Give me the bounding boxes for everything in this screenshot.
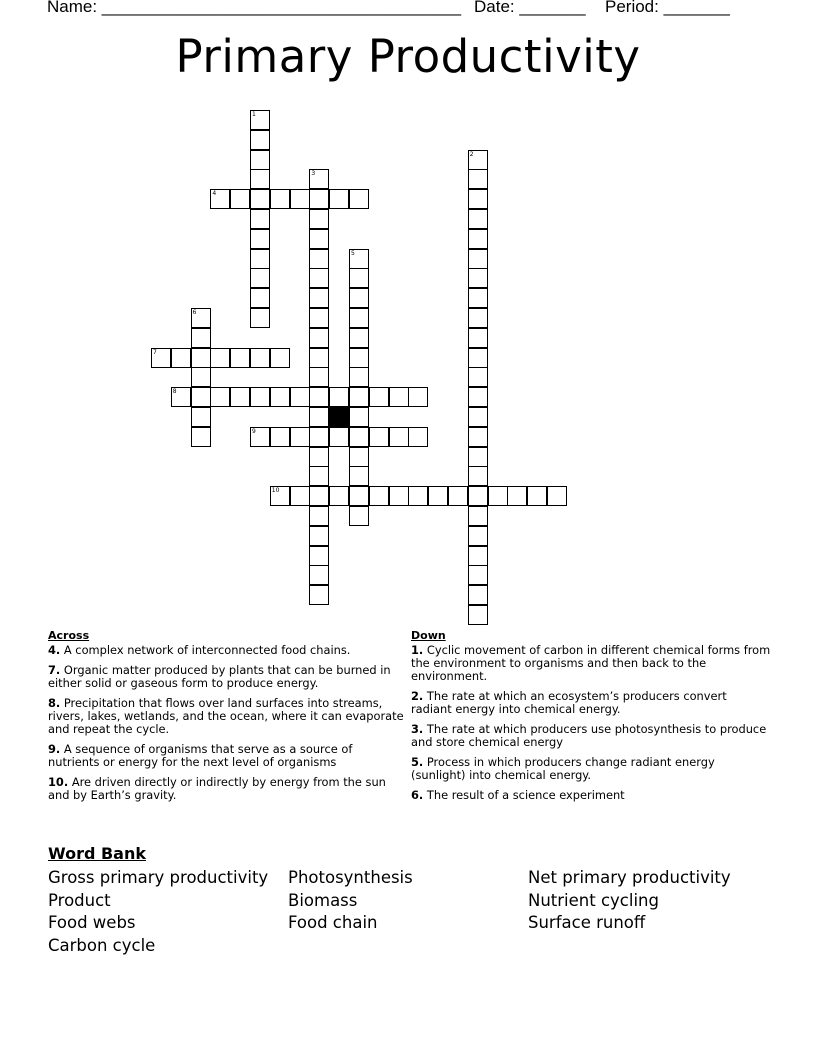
crossword-cell[interactable] [270, 348, 290, 368]
clue-number: 9. [48, 742, 61, 756]
crossword-cell[interactable] [329, 387, 349, 407]
crossword-cell[interactable] [191, 427, 211, 447]
word-bank-item: Photosynthesis [288, 868, 413, 887]
crossword-cell[interactable] [309, 288, 329, 308]
crossword-cell[interactable] [309, 249, 329, 269]
clue-number: 5. [411, 755, 424, 769]
crossword-cell[interactable] [349, 447, 369, 467]
clue-text: Precipitation that flows over land surfaces into streams, rivers, lakes, wetlands, and the ocean, where it can evaporate and repeat the cycle. [48, 696, 404, 736]
crossword-cell[interactable] [369, 427, 389, 447]
cell-number: 4 [212, 190, 217, 198]
crossword-cell[interactable] [349, 387, 369, 407]
crossword-cell[interactable] [309, 427, 329, 447]
clue-text: A complex network of interconnected food chains. [63, 643, 351, 657]
cell-number: 3 [311, 170, 316, 178]
crossword-cell[interactable] [349, 367, 369, 387]
crossword-cell[interactable] [191, 308, 211, 328]
crossword-cell[interactable] [309, 565, 329, 585]
crossword-cell[interactable] [230, 387, 250, 407]
crossword-cell[interactable] [309, 229, 329, 249]
crossword-cell[interactable] [468, 605, 488, 625]
word-bank-item: Food chain [288, 913, 378, 933]
cell-number: 8 [172, 388, 177, 396]
crossword-cell[interactable] [389, 387, 409, 407]
crossword-cell[interactable] [468, 427, 488, 447]
crossword-cell[interactable] [270, 427, 290, 447]
crossword-cell[interactable] [408, 486, 428, 506]
crossword-cell[interactable] [250, 387, 270, 407]
word-bank-item: Surface runoff [528, 913, 646, 933]
crossword-cell[interactable] [468, 189, 488, 209]
cell-number: 7 [153, 348, 157, 356]
crossword-cell[interactable] [250, 268, 270, 288]
crossword-cell[interactable] [309, 486, 329, 506]
crossword-cell[interactable] [349, 268, 369, 288]
cell-number: 1 [252, 111, 256, 118]
crossword-cell[interactable] [270, 486, 290, 506]
crossword-cell[interactable] [468, 308, 488, 328]
crossword-cell[interactable] [349, 407, 369, 427]
clue-down-5 [411, 756, 771, 782]
clue-text: Organic matter produced by plants that can be burned in either solid or gaseous form to produce energy. [48, 663, 391, 690]
crossword-cell[interactable] [309, 407, 329, 427]
crossword-cell[interactable] [250, 229, 270, 249]
clue-number: 3. [411, 722, 424, 736]
clue-number: 8. [48, 696, 61, 710]
crossword-cell[interactable] [349, 506, 369, 526]
crossword-cell[interactable] [468, 328, 488, 348]
crossword-cell[interactable] [349, 249, 369, 269]
crossword-cell[interactable] [468, 407, 488, 427]
crossword-cell[interactable] [250, 288, 270, 308]
crossword-cell[interactable] [468, 466, 488, 486]
crossword-cell[interactable] [250, 348, 270, 368]
crossword-cell[interactable] [270, 189, 290, 209]
crossword-cell[interactable] [349, 486, 369, 506]
crossword-cell[interactable] [349, 288, 369, 308]
crossword-cell[interactable] [349, 308, 369, 328]
clue-text: The result of a science experiment [426, 788, 625, 802]
date-field[interactable]: Date: _______ [474, 0, 586, 16]
crossword-cell[interactable] [250, 308, 270, 328]
crossword-cell[interactable] [309, 466, 329, 486]
clue-down-1 [411, 644, 771, 683]
crossword-cell[interactable] [250, 130, 270, 150]
crossword-cell[interactable] [408, 387, 428, 407]
crossword-cell[interactable] [468, 387, 488, 407]
word-bank-title: Word Bank [48, 844, 147, 863]
crossword-cell[interactable] [309, 189, 329, 209]
crossword-cell[interactable] [230, 189, 250, 209]
crossword-cell[interactable] [309, 447, 329, 467]
crossword-cell[interactable] [230, 348, 250, 368]
clue-across-9 [48, 743, 406, 769]
crossword-cell[interactable] [369, 486, 389, 506]
word-bank-item: Nutrient cycling [528, 890, 659, 910]
crossword-cell[interactable] [290, 486, 310, 506]
crossword-cell[interactable] [191, 348, 211, 368]
clue-text: The rate at which producers use photosynthesis to produce and store chemical energy [411, 722, 767, 749]
across-clues [48, 629, 406, 809]
clue-text: A sequence of organisms that serve as a source of nutrients or energy for the next level of organisms [48, 742, 353, 769]
crossword-cell[interactable] [468, 546, 488, 566]
crossword-cell[interactable] [250, 249, 270, 269]
crossword-cell[interactable] [210, 387, 230, 407]
clue-number: 1. [411, 643, 424, 657]
clue-text: Are driven directly or indirectly by energy from the sun and by Earth’s gravity. [48, 775, 386, 802]
crossword-cell[interactable] [309, 506, 329, 526]
clue-across-4 [48, 644, 406, 657]
crossword-cell[interactable] [191, 367, 211, 387]
clue-across-7 [48, 664, 406, 690]
crossword-cell[interactable] [507, 486, 527, 506]
crossword-cell[interactable] [527, 486, 547, 506]
crossword-cell[interactable] [191, 407, 211, 427]
clue-number: 4. [48, 643, 61, 657]
crossword-cell[interactable] [468, 169, 488, 189]
crossword-cell[interactable] [309, 546, 329, 566]
crossword-cell[interactable] [290, 189, 310, 209]
crossword-cell[interactable] [349, 348, 369, 368]
crossword-cell[interactable] [309, 367, 329, 387]
clue-down-2 [411, 690, 771, 716]
period-field[interactable]: Period: _______ [605, 0, 730, 16]
crossword-cell[interactable] [369, 387, 389, 407]
crossword-cell[interactable] [290, 427, 310, 447]
crossword-cell[interactable] [488, 486, 508, 506]
black-square [329, 407, 349, 427]
crossword-cell[interactable] [468, 209, 488, 229]
crossword-cell[interactable] [448, 486, 468, 506]
word-bank-column-3 [528, 867, 731, 935]
page-title: Primary Productivity [175, 30, 641, 83]
crossword-cell[interactable] [309, 268, 329, 288]
clue-text: Process in which producers change radiant energy (sunlight) into chemical energy. [411, 755, 715, 782]
clue-text: The rate at which an ecosystem’s producers convert radiant energy into chemical energy. [411, 689, 727, 716]
clue-across-8 [48, 697, 406, 736]
crossword-cell[interactable] [309, 526, 329, 546]
crossword-cell[interactable] [171, 348, 191, 368]
crossword-cell[interactable] [309, 328, 329, 348]
crossword-cell[interactable] [468, 288, 488, 308]
crossword-cell[interactable] [309, 348, 329, 368]
crossword-cell[interactable] [250, 427, 270, 447]
cell-number: 2 [469, 150, 474, 158]
clue-number: 7. [48, 663, 61, 677]
crossword-cell[interactable] [468, 268, 488, 288]
crossword-cell[interactable] [309, 209, 329, 229]
word-bank-item: Biomass [288, 890, 358, 910]
cell-number: 9 [252, 427, 256, 435]
crossword-cell[interactable] [329, 486, 349, 506]
word-bank-column-2 [288, 867, 413, 935]
word-bank-item: Food webs [48, 913, 136, 933]
crossword-cell[interactable] [468, 348, 488, 368]
crossword-cell[interactable] [250, 209, 270, 229]
crossword-cell[interactable] [468, 526, 488, 546]
crossword-cell[interactable] [468, 506, 488, 526]
clue-number: 10. [48, 775, 69, 789]
crossword-cell[interactable] [191, 387, 211, 407]
down-heading: Down [411, 629, 446, 642]
crossword-cell[interactable] [468, 447, 488, 467]
crossword-cell[interactable] [468, 249, 488, 269]
clue-down-6 [411, 789, 771, 802]
crossword-cell[interactable] [270, 387, 290, 407]
crossword-cell[interactable] [210, 189, 230, 209]
across-heading: Across [48, 629, 90, 642]
crossword-cell[interactable] [309, 308, 329, 328]
crossword-cell[interactable] [547, 486, 567, 506]
crossword-cell[interactable] [250, 169, 270, 189]
clue-number: 6. [411, 788, 424, 802]
name-field[interactable]: Name: ______________________________________ [47, 0, 462, 16]
crossword-cell[interactable] [309, 585, 329, 605]
crossword-cell[interactable] [468, 585, 488, 605]
crossword-cell[interactable] [191, 328, 211, 348]
clue-text: Cyclic movement of carbon in different chemical forms from the environment to organisms and then back to the environment. [411, 643, 771, 683]
crossword-cell[interactable] [309, 387, 329, 407]
crossword-cell[interactable] [428, 486, 448, 506]
crossword-cell[interactable] [290, 387, 310, 407]
crossword-cell[interactable] [468, 565, 488, 585]
crossword-cell[interactable] [250, 110, 270, 130]
crossword-cell[interactable] [151, 348, 171, 368]
crossword-cell[interactable] [171, 387, 191, 407]
crossword-cell[interactable] [329, 189, 349, 209]
crossword-cell[interactable] [349, 427, 369, 447]
crossword-cell[interactable] [329, 427, 349, 447]
crossword-cell[interactable] [309, 169, 329, 189]
crossword-cell[interactable] [389, 486, 409, 506]
crossword-cell[interactable] [349, 189, 369, 209]
crossword-cell[interactable] [210, 348, 230, 368]
crossword-cell[interactable] [349, 466, 369, 486]
clue-down-3 [411, 723, 771, 749]
crossword-cell[interactable] [468, 486, 488, 506]
clue-number: 2. [411, 689, 424, 703]
cell-number: 5 [351, 249, 355, 257]
crossword-cell[interactable] [408, 427, 428, 447]
word-bank-item: Carbon cycle [48, 936, 156, 956]
cell-number: 10 [271, 487, 280, 495]
down-clues [411, 629, 771, 809]
crossword-cell[interactable] [250, 150, 270, 170]
crossword-cell[interactable] [468, 229, 488, 249]
crossword-cell[interactable] [389, 427, 409, 447]
word-bank-item: Gross primary productivity [48, 868, 269, 887]
crossword-cell[interactable] [349, 328, 369, 348]
word-bank-column-1 [48, 867, 268, 958]
cell-number: 6 [192, 309, 197, 316]
word-bank-item: Product [48, 890, 111, 910]
crossword-cell[interactable] [468, 367, 488, 387]
word-bank-item: Net primary productivity [528, 868, 731, 887]
crossword-cell[interactable] [468, 150, 488, 170]
clue-across-10 [48, 776, 406, 802]
crossword-cell[interactable] [250, 189, 270, 209]
